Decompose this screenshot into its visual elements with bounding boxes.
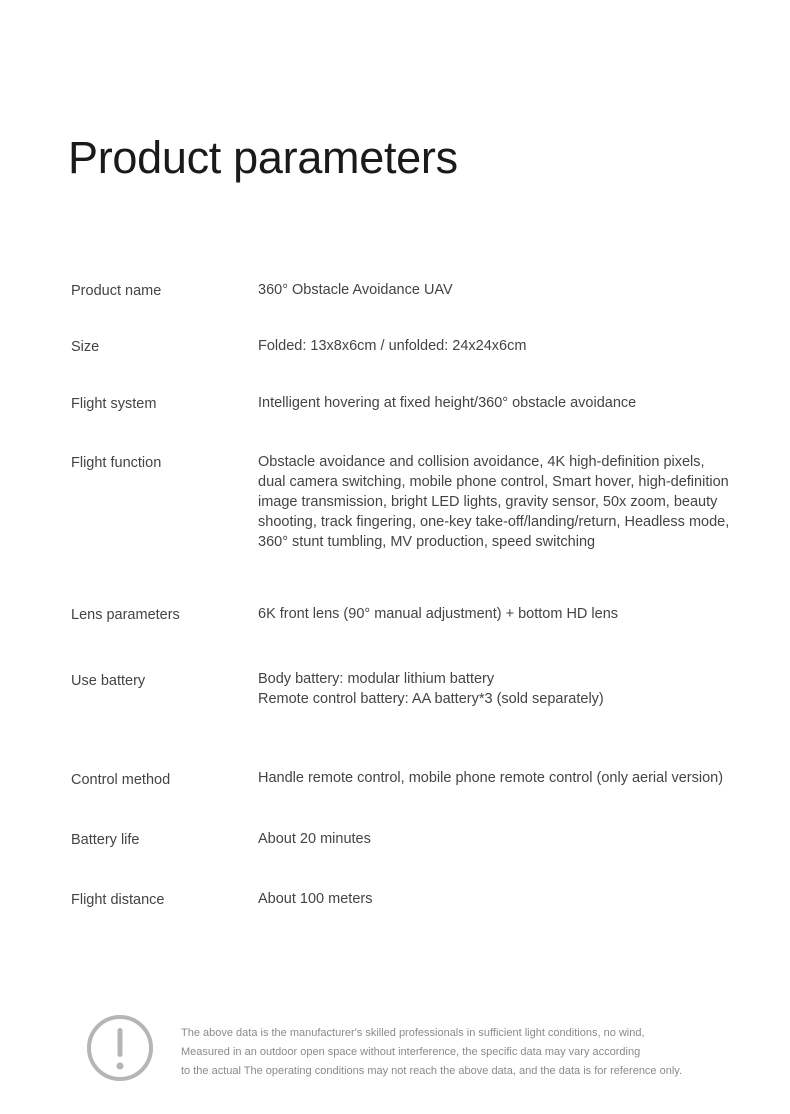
param-value-line: Obstacle avoidance and collision avoidance, 4K high-definition pixels, (258, 454, 705, 470)
param-value-line: About 20 minutes (258, 831, 371, 847)
param-label-control-method: Control method (71, 772, 171, 788)
param-value-flight-function (258, 452, 738, 552)
param-value-use-battery (258, 669, 738, 709)
param-value-line: Folded: 13x8x6cm / unfolded: 24x24x6cm (258, 338, 527, 354)
param-value-line: Handle remote control, mobile phone remote control (only aerial version) (258, 770, 724, 786)
disclaimer-text (181, 1024, 682, 1081)
param-label-lens-parameters: Lens parameters (71, 607, 180, 623)
param-value-line: 360° Obstacle Avoidance UAV (258, 282, 453, 298)
exclamation-circle-icon (86, 1014, 154, 1082)
param-value-battery-life (258, 829, 738, 849)
param-value-line: About 100 meters (258, 891, 373, 907)
disclaimer-notice (86, 1014, 686, 1084)
page-title: Product parameters (68, 132, 458, 183)
param-value-product-name (258, 280, 738, 300)
param-value-line: Intelligent hovering at fixed height/360° obstacle avoidance (258, 395, 637, 411)
param-label-product-name: Product name (71, 283, 162, 299)
disclaimer-line: Measured in an outdoor open space without interference, the specific data may vary according (181, 1046, 641, 1058)
param-label-use-battery: Use battery (71, 673, 146, 689)
disclaimer-line: to the actual The operating conditions may not reach the above data, and the data is for reference only. (181, 1065, 683, 1077)
param-value-line: 360° stunt tumbling, MV production, speed switching (258, 534, 596, 550)
param-value-line: Body battery: modular lithium battery (258, 671, 495, 687)
param-label-flight-function: Flight function (71, 455, 162, 471)
param-value-flight-system (258, 393, 738, 413)
param-value-lens-parameters (258, 604, 738, 624)
param-value-size (258, 336, 738, 356)
param-value-control-method (258, 768, 738, 788)
param-label-flight-distance: Flight distance (71, 892, 165, 908)
disclaimer-line: The above data is the manufacturer's skilled professionals in sufficient light conditions, no wind, (181, 1027, 645, 1039)
param-label-size: Size (71, 339, 100, 355)
param-value-line: 6K front lens (90° manual adjustment) + bottom HD lens (258, 606, 619, 622)
param-value-line: shooting, track fingering, one-key take-off/landing/return, Headless mode, (258, 514, 730, 530)
param-value-line: dual camera switching, mobile phone control, Smart hover, high-definition (258, 474, 729, 490)
param-value-line: Remote control battery: AA battery*3 (sold separately) (258, 691, 604, 707)
param-value-flight-distance (258, 889, 738, 909)
param-label-flight-system: Flight system (71, 396, 157, 412)
param-label-battery-life: Battery life (71, 832, 140, 848)
param-value-line: image transmission, bright LED lights, gravity sensor, 50x zoom, beauty (258, 494, 718, 510)
